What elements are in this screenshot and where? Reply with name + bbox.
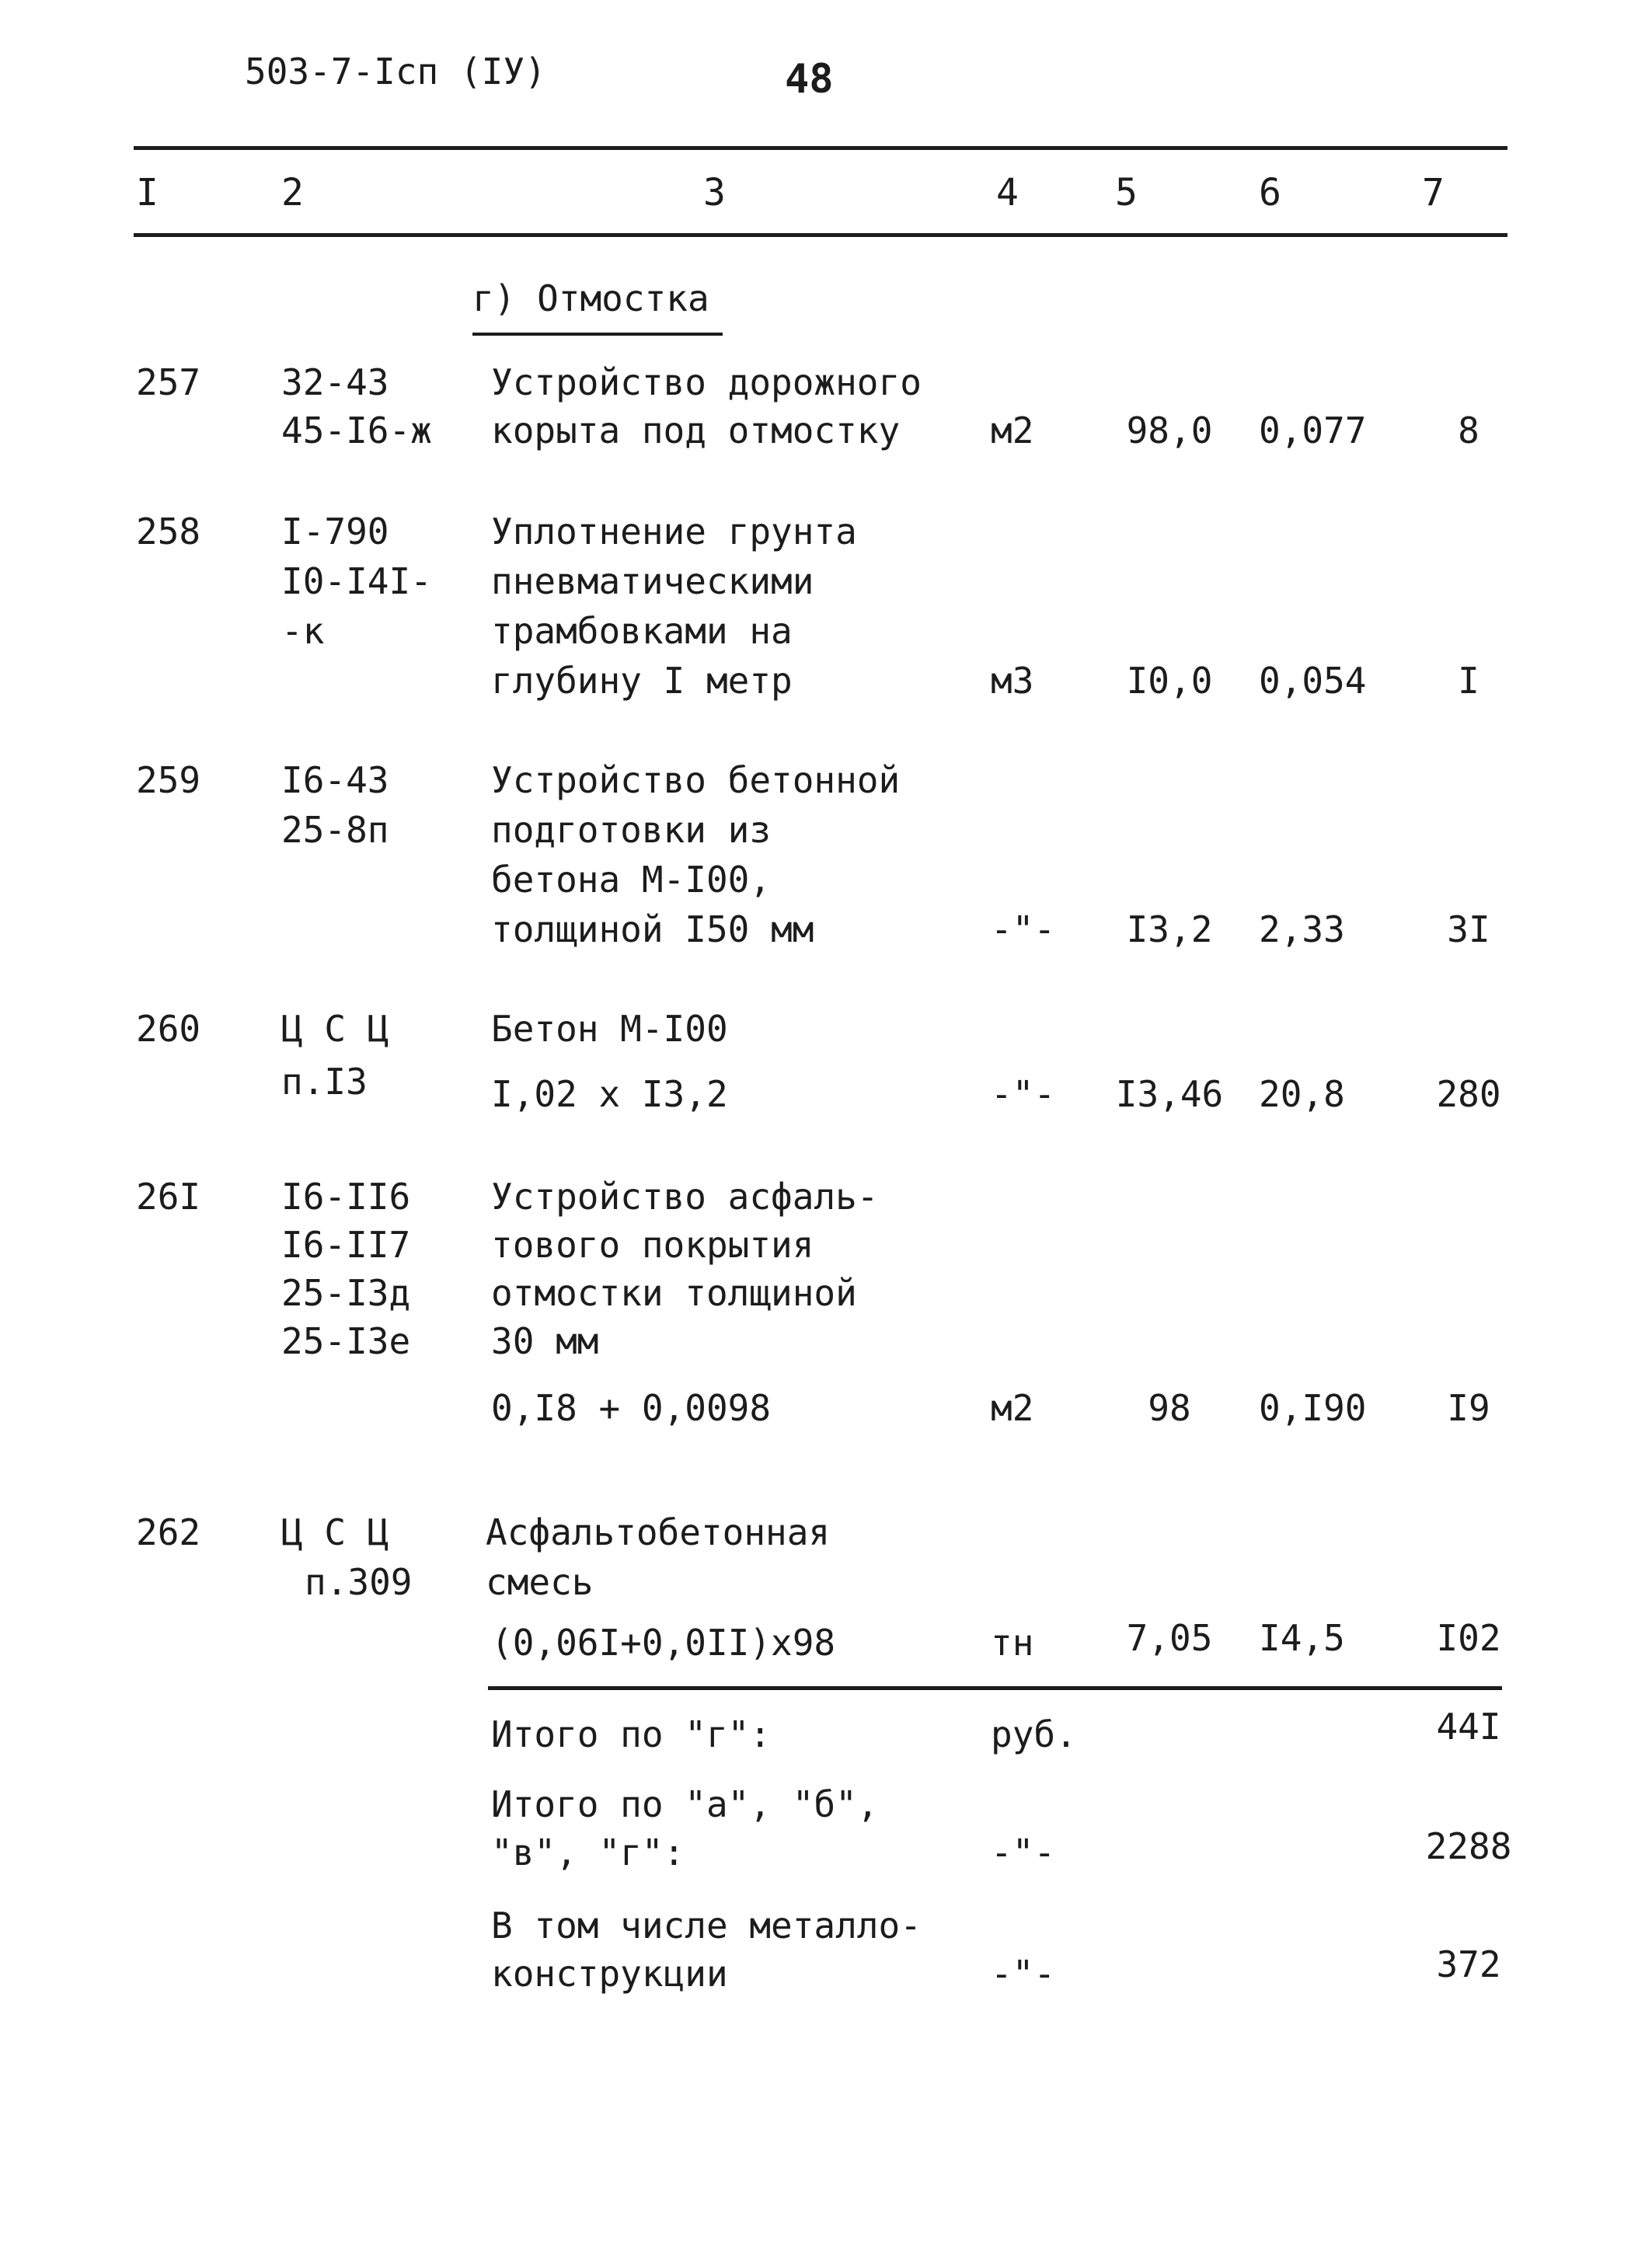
row-description-line: Уплотнение грунта: [491, 511, 857, 552]
row-unit-price: 20,8: [1259, 1073, 1345, 1115]
row-quantity: I3,2: [1126, 908, 1213, 950]
row-unit-price: 0,077: [1259, 410, 1367, 451]
row-description-line: 0,I8 + 0,0098: [491, 1387, 772, 1429]
column-header-7: 7: [1422, 171, 1445, 214]
row-code-line: I6-II6: [281, 1176, 411, 1218]
row-code-line: I-790: [281, 511, 389, 552]
row-number: 260: [136, 1008, 201, 1050]
row-number: 262: [136, 1511, 201, 1553]
row-description-line: отмостки толщиной: [491, 1272, 857, 1314]
section-title: г) Отмостка: [472, 277, 709, 319]
row-unit-price: 2,33: [1259, 908, 1345, 950]
page-number: 48: [785, 56, 834, 103]
row-code-line: Ц С Ц: [281, 1511, 389, 1553]
totals-value: 2288: [1425, 1825, 1512, 1867]
totals-label: Итого по "а", "б",: [491, 1783, 879, 1825]
row-description-line: корыта под отмостку: [491, 410, 901, 451]
row-code-line: 45-I6-ж: [281, 410, 432, 451]
row-total: 280: [1436, 1073, 1501, 1115]
row-code-line: п.309: [305, 1561, 413, 1603]
row-description-line: Устройство дорожного: [491, 361, 922, 403]
row-unit-price: 0,I90: [1259, 1387, 1367, 1429]
column-header-2: 2: [281, 171, 304, 214]
row-description-line: Бетон М-I00: [491, 1008, 728, 1050]
row-code-line: I6-II7: [281, 1224, 411, 1266]
row-description-line: (0,06I+0,0II)х98: [491, 1622, 836, 1664]
row-description-line: смесь: [486, 1561, 594, 1603]
column-header-5: 5: [1115, 171, 1138, 214]
row-total: 3I: [1447, 908, 1490, 950]
document-code: 503-7-Iсп (IУ): [245, 51, 546, 92]
row-total: I9: [1447, 1387, 1490, 1429]
row-unit-price: 0,054: [1259, 660, 1367, 702]
row-number: 26I: [136, 1176, 201, 1218]
row-total: I02: [1436, 1617, 1501, 1659]
totals-label: Итого по "г":: [491, 1713, 772, 1755]
row-quantity: 7,05: [1126, 1617, 1213, 1659]
row-total: I: [1458, 660, 1479, 702]
row-quantity: 98: [1148, 1387, 1191, 1429]
row-code-line: -к: [281, 610, 325, 652]
row-quantity: I0,0: [1126, 660, 1213, 702]
row-description-line: Устройство бетонной: [491, 759, 901, 801]
row-description-line: подготовки из: [491, 809, 772, 851]
column-header-1: I: [136, 171, 159, 214]
totals-label: В том числе металло-: [491, 1905, 922, 1947]
row-unit: -"-: [991, 1073, 1056, 1115]
column-header-3: 3: [703, 171, 726, 214]
row-code-line: 32-43: [281, 361, 389, 403]
row-description-line: тового покрытия: [491, 1224, 814, 1266]
row-unit: м2: [991, 1387, 1034, 1429]
row-unit: м3: [991, 660, 1034, 702]
row-total: 8: [1458, 410, 1479, 451]
row-code-line: 25-I3е: [281, 1320, 411, 1362]
row-code-line: I0-I4I-: [281, 560, 432, 602]
row-unit: м2: [991, 410, 1034, 451]
header-bottom-rule: [134, 233, 1507, 237]
section-title-underline: [472, 333, 723, 336]
row-code-line: 25-I3д: [281, 1272, 411, 1314]
totals-rule: [488, 1686, 1502, 1690]
row-description-line: 30 мм: [491, 1320, 599, 1362]
row-code-line: I6-43: [281, 759, 389, 801]
row-unit: тн: [991, 1622, 1034, 1664]
totals-value: 372: [1436, 1943, 1501, 1985]
totals-label: "в", "г":: [491, 1832, 685, 1873]
row-number: 258: [136, 511, 201, 552]
row-code-line: 25-8п: [281, 809, 389, 851]
row-description-line: бетона М-I00,: [491, 859, 772, 901]
totals-label: конструкции: [491, 1953, 728, 1995]
totals-unit: -"-: [991, 1832, 1056, 1873]
row-quantity: I3,46: [1115, 1073, 1224, 1115]
row-description-line: I,02 х I3,2: [491, 1073, 728, 1115]
totals-value: 44I: [1436, 1706, 1501, 1748]
row-unit: -"-: [991, 908, 1056, 950]
totals-unit: руб.: [991, 1713, 1077, 1755]
column-header-4: 4: [996, 171, 1019, 214]
row-unit-price: I4,5: [1259, 1617, 1345, 1659]
row-description-line: Устройство асфаль-: [491, 1176, 879, 1218]
row-number: 259: [136, 759, 201, 801]
row-description-line: Асфальтобетонная: [486, 1511, 831, 1553]
table-top-rule: [134, 146, 1507, 150]
row-description-line: трамбовками на: [491, 610, 793, 652]
row-number: 257: [136, 361, 201, 403]
row-quantity: 98,0: [1126, 410, 1213, 451]
row-description-line: пневматическими: [491, 560, 814, 602]
row-code-line: п.I3: [281, 1061, 368, 1103]
row-description-line: толщиной I50 мм: [491, 908, 814, 950]
row-description-line: глубину I метр: [491, 660, 793, 702]
column-header-6: 6: [1259, 171, 1281, 214]
totals-unit: -"-: [991, 1953, 1056, 1995]
row-code-line: Ц С Ц: [281, 1008, 389, 1050]
